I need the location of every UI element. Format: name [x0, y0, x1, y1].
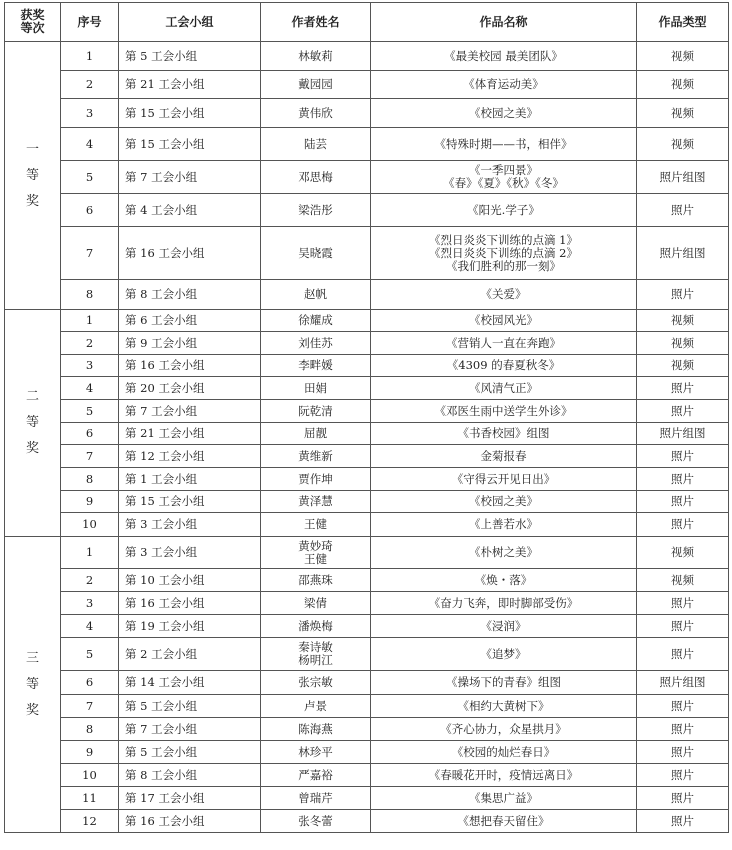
- cell-author: [261, 741, 371, 764]
- cell-no: 1: [61, 42, 119, 71]
- table-row: [5, 332, 729, 355]
- cell-author: [261, 671, 371, 695]
- table-row: [5, 280, 729, 310]
- cell-no: 5: [61, 638, 119, 671]
- cell-work: [371, 810, 637, 833]
- cell-no: 7: [61, 227, 119, 280]
- cell-author: [261, 423, 371, 445]
- header-group: 工会小组: [119, 3, 261, 42]
- cell-type: 照片: [637, 592, 729, 615]
- cell-work: [371, 615, 637, 638]
- cell-author: [261, 764, 371, 787]
- cell-type: 视频: [637, 128, 729, 161]
- cell-author-line: 吴晓霞: [298, 245, 333, 260]
- award-level-char: 三: [25, 650, 39, 666]
- cell-type: 照片: [637, 280, 729, 310]
- cell-author: [261, 445, 371, 468]
- cell-group: 第 7 工会小组: [119, 161, 261, 194]
- cell-no: 4: [61, 377, 119, 400]
- table-row: [5, 161, 729, 194]
- cell-work: [371, 764, 637, 787]
- cell-group: 第 8 工会小组: [119, 280, 261, 310]
- cell-no: 10: [61, 764, 119, 787]
- table-row: [5, 423, 729, 445]
- cell-no: 8: [61, 718, 119, 741]
- table-row: [5, 491, 729, 513]
- cell-work-line: 《追梦》: [480, 646, 527, 661]
- cell-author-line: 林敏莉: [298, 48, 333, 63]
- cell-work-line: 《一季四景》: [469, 163, 538, 177]
- cell-group: 第 10 工会小组: [119, 569, 261, 592]
- cell-type: 照片组图: [637, 671, 729, 695]
- table-row: [5, 537, 729, 569]
- cell-group: 第 21 工会小组: [119, 71, 261, 99]
- cell-work: [371, 280, 637, 310]
- cell-group: 第 4 工会小组: [119, 194, 261, 227]
- cell-group: 第 7 工会小组: [119, 400, 261, 423]
- cell-author-line: 陈海燕: [298, 721, 333, 736]
- cell-group: 第 5 工会小组: [119, 695, 261, 718]
- cell-author-line: 赵帆: [304, 287, 327, 301]
- cell-author: [261, 310, 371, 332]
- table-body: [5, 42, 729, 833]
- cell-author-line: 林珍平: [298, 744, 333, 759]
- table-row: [5, 310, 729, 332]
- cell-work-line: 《操场下的青春》组图: [446, 675, 561, 689]
- award-level-char: 奖: [25, 441, 39, 456]
- cell-work: [371, 741, 637, 764]
- cell-group: 第 2 工会小组: [119, 638, 261, 671]
- cell-work-line: 《相约大黄树下》: [457, 698, 550, 713]
- cell-author-line: 严嘉裕: [298, 767, 333, 782]
- header-award: [5, 3, 61, 42]
- cell-author: [261, 537, 371, 569]
- table-row: [5, 128, 729, 161]
- cell-work: [371, 227, 637, 280]
- cell-group: 第 12 工会小组: [119, 445, 261, 468]
- cell-author-line: 戴园园: [298, 77, 333, 91]
- cell-no: 11: [61, 787, 119, 810]
- cell-group: 第 17 工会小组: [119, 787, 261, 810]
- cell-author-line: 王健: [304, 551, 327, 566]
- cell-no: 9: [61, 491, 119, 513]
- table-row: [5, 355, 729, 377]
- cell-group: 第 21 工会小组: [119, 423, 261, 445]
- award-level-char: 等: [25, 676, 39, 692]
- cell-group: 第 20 工会小组: [119, 377, 261, 400]
- cell-no: 10: [61, 513, 119, 537]
- cell-author: [261, 355, 371, 377]
- cell-author: [261, 280, 371, 310]
- cell-work: [371, 99, 637, 128]
- cell-work: [371, 695, 637, 718]
- cell-work: [371, 569, 637, 592]
- cell-no: 1: [61, 537, 119, 569]
- award-level-char: 等: [25, 415, 39, 430]
- cell-work: [371, 787, 637, 810]
- cell-author: [261, 638, 371, 671]
- table-row: [5, 764, 729, 787]
- cell-group: 第 8 工会小组: [119, 764, 261, 787]
- cell-type: 照片: [637, 638, 729, 671]
- cell-work: [371, 671, 637, 695]
- cell-type: 视频: [637, 355, 729, 377]
- table-row: [5, 71, 729, 99]
- cell-author: [261, 161, 371, 194]
- cell-author-line: 梁浩彤: [298, 202, 333, 217]
- cell-work: [371, 194, 637, 227]
- cell-author-line: 刘佳苏: [298, 335, 333, 350]
- cell-type: 视频: [637, 42, 729, 71]
- table-row: [5, 227, 729, 280]
- cell-author-line: 黄伟欣: [298, 105, 333, 120]
- cell-author: [261, 592, 371, 615]
- cell-no: 3: [61, 355, 119, 377]
- cell-author-line: 阮乾清: [298, 403, 333, 418]
- cell-group: 第 19 工会小组: [119, 615, 261, 638]
- cell-work-line: 《浸润》: [480, 618, 527, 633]
- cell-author-line: 张宗敏: [298, 675, 333, 689]
- cell-work-line: 《关爱》: [480, 287, 527, 301]
- cell-work-line: 《特殊时期——书，相伴》: [434, 136, 573, 151]
- cell-work-line: 《上善若水》: [469, 517, 538, 531]
- header-award-line1: 获奖: [20, 8, 45, 22]
- cell-group: 第 15 工会小组: [119, 128, 261, 161]
- cell-author: [261, 468, 371, 491]
- cell-type: 视频: [637, 71, 729, 99]
- cell-author-line: 卢景: [304, 698, 327, 713]
- table-row: [5, 569, 729, 592]
- cell-type: 照片: [637, 695, 729, 718]
- header-award-line2: 等次: [20, 21, 45, 35]
- cell-work-line: 《集思广益》: [469, 790, 538, 805]
- table-row: [5, 592, 729, 615]
- cell-author-line: 潘焕梅: [298, 618, 333, 633]
- cell-work-line: 《烈日炎炎下训练的点滴 1》: [429, 232, 578, 247]
- header-row: [5, 3, 729, 42]
- cell-author-line: 王健: [304, 517, 327, 531]
- table-row: [5, 194, 729, 227]
- cell-type: 照片: [637, 764, 729, 787]
- cell-author-line: 黄维新: [298, 448, 333, 463]
- awards-table-container: [4, 2, 729, 833]
- cell-work: [371, 377, 637, 400]
- cell-work-line: 《奋力飞奔，即时脚部受伤》: [428, 595, 579, 610]
- cell-author-line: 黄妙琦: [298, 538, 333, 553]
- table-row: [5, 810, 729, 833]
- cell-group: 第 3 工会小组: [119, 537, 261, 569]
- cell-no: 2: [61, 569, 119, 592]
- cell-work: [371, 400, 637, 423]
- cell-type: 视频: [637, 99, 729, 128]
- cell-no: 5: [61, 161, 119, 194]
- cell-group: 第 16 工会小组: [119, 810, 261, 833]
- cell-author-line: 邵燕珠: [298, 572, 333, 587]
- cell-author: [261, 227, 371, 280]
- award-level-cell: [5, 537, 61, 833]
- cell-type: 照片: [637, 741, 729, 764]
- table-row: [5, 615, 729, 638]
- cell-author-line: 屈靓: [304, 426, 327, 440]
- cell-no: 7: [61, 445, 119, 468]
- cell-type: 照片: [637, 615, 729, 638]
- cell-work: [371, 310, 637, 332]
- cell-no: 5: [61, 400, 119, 423]
- cell-author-line: 秦诗敏: [298, 640, 333, 654]
- cell-author: [261, 787, 371, 810]
- cell-group: 第 16 工会小组: [119, 592, 261, 615]
- cell-type: 照片: [637, 810, 729, 833]
- cell-work: [371, 355, 637, 377]
- cell-author: [261, 400, 371, 423]
- cell-author: [261, 99, 371, 128]
- cell-author-line: 黄泽慧: [298, 494, 333, 508]
- cell-work-line: 《烈日炎炎下训练的点滴 2》: [429, 245, 578, 260]
- header-author: 作者姓名: [261, 3, 371, 42]
- cell-group: 第 5 工会小组: [119, 42, 261, 71]
- cell-author: [261, 810, 371, 833]
- award-level-char: 等: [25, 167, 39, 183]
- cell-no: 1: [61, 310, 119, 332]
- cell-author: [261, 71, 371, 99]
- cell-work-line: 《4309 的春夏秋冬》: [446, 358, 561, 372]
- cell-no: 6: [61, 194, 119, 227]
- cell-work-line: 《春暖花开时，疫情远离日》: [428, 767, 579, 782]
- cell-no: 7: [61, 695, 119, 718]
- cell-author: [261, 513, 371, 537]
- cell-no: 12: [61, 810, 119, 833]
- cell-type: 照片: [637, 513, 729, 537]
- cell-work: [371, 468, 637, 491]
- cell-work: [371, 423, 637, 445]
- cell-type: 视频: [637, 569, 729, 592]
- cell-type: 视频: [637, 537, 729, 569]
- table-row: [5, 513, 729, 537]
- cell-work-line: 《邓医生雨中送学生外诊》: [434, 403, 573, 418]
- cell-group: 第 14 工会小组: [119, 671, 261, 695]
- cell-work-line: 《守得云开见日出》: [451, 471, 556, 486]
- table-row: [5, 468, 729, 491]
- cell-no: 4: [61, 128, 119, 161]
- cell-work: [371, 42, 637, 71]
- cell-work-line: 《最美校园 最美团队》: [444, 48, 563, 63]
- cell-group: 第 3 工会小组: [119, 513, 261, 537]
- cell-type: 照片: [637, 491, 729, 513]
- cell-author-line: 杨明江: [298, 653, 333, 667]
- cell-author: [261, 491, 371, 513]
- cell-type: 照片: [637, 194, 729, 227]
- cell-type: 照片组图: [637, 161, 729, 194]
- cell-work: [371, 592, 637, 615]
- cell-author: [261, 332, 371, 355]
- cell-author-line: 贾作坤: [298, 471, 333, 486]
- header-no: 序号: [61, 3, 119, 42]
- cell-group: 第 9 工会小组: [119, 332, 261, 355]
- cell-group: 第 5 工会小组: [119, 741, 261, 764]
- award-level-char: 二: [25, 389, 39, 404]
- table-row: [5, 671, 729, 695]
- cell-work: [371, 161, 637, 194]
- cell-type: 照片: [637, 787, 729, 810]
- cell-author: [261, 615, 371, 638]
- cell-type: 照片: [637, 445, 729, 468]
- awards-table: [4, 2, 729, 833]
- award-level-cell: [5, 310, 61, 537]
- cell-work-line: 《校园之美》: [469, 105, 538, 120]
- cell-no: 9: [61, 741, 119, 764]
- table-row: [5, 741, 729, 764]
- cell-no: 8: [61, 468, 119, 491]
- cell-work-line: 《春》《夏》《秋》《冬》: [443, 176, 564, 190]
- cell-no: 3: [61, 99, 119, 128]
- cell-author-line: 张冬蕾: [298, 813, 333, 828]
- table-row: [5, 695, 729, 718]
- cell-type: 视频: [637, 310, 729, 332]
- cell-author-line: 李畔媛: [298, 358, 333, 372]
- cell-work-line: 《想把春天留住》: [457, 813, 550, 828]
- cell-author-line: 陆芸: [304, 136, 327, 151]
- cell-work-line: 《风清气正》: [469, 380, 538, 395]
- cell-no: 2: [61, 332, 119, 355]
- cell-work-line: 《朴树之美》: [469, 545, 538, 559]
- cell-work-line: 《齐心协力，众星拱月》: [440, 721, 567, 736]
- table-row: [5, 400, 729, 423]
- cell-group: 第 1 工会小组: [119, 468, 261, 491]
- cell-author-line: 田娟: [304, 380, 327, 395]
- table-row: [5, 638, 729, 671]
- cell-group: 第 15 工会小组: [119, 99, 261, 128]
- cell-type: 照片: [637, 718, 729, 741]
- cell-author: [261, 718, 371, 741]
- cell-type: 照片组图: [637, 423, 729, 445]
- cell-no: 6: [61, 423, 119, 445]
- cell-author-line: 梁倩: [304, 595, 327, 610]
- cell-work: [371, 445, 637, 468]
- table-row: [5, 445, 729, 468]
- cell-author-line: 徐耀成: [298, 313, 333, 327]
- cell-work: [371, 537, 637, 569]
- cell-type: 照片组图: [637, 227, 729, 280]
- cell-author: [261, 377, 371, 400]
- cell-author: [261, 42, 371, 71]
- award-level-char: 一: [25, 141, 39, 157]
- cell-work-line: 《校园之美》: [469, 494, 538, 508]
- cell-work-line: 《阳光.学子》: [467, 202, 540, 217]
- cell-work: [371, 491, 637, 513]
- cell-work: [371, 71, 637, 99]
- cell-work-line: 《书香校园》组图: [457, 426, 550, 440]
- cell-author-line: 邓思梅: [298, 169, 333, 184]
- cell-group: 第 16 工会小组: [119, 227, 261, 280]
- cell-no: 3: [61, 592, 119, 615]
- cell-no: 4: [61, 615, 119, 638]
- table-row: [5, 99, 729, 128]
- cell-group: 第 15 工会小组: [119, 491, 261, 513]
- cell-work: [371, 718, 637, 741]
- cell-work-line: 《校园风光》: [469, 313, 538, 327]
- cell-work-line: 金菊报春: [480, 448, 527, 463]
- cell-no: 8: [61, 280, 119, 310]
- cell-author: [261, 128, 371, 161]
- cell-no: 2: [61, 71, 119, 99]
- cell-work-line: 《校园的灿烂春日》: [451, 744, 556, 759]
- header-work: 作品名称: [371, 3, 637, 42]
- cell-type: 照片: [637, 377, 729, 400]
- cell-type: 照片: [637, 400, 729, 423]
- cell-author: [261, 194, 371, 227]
- cell-group: 第 7 工会小组: [119, 718, 261, 741]
- cell-type: 照片: [637, 468, 729, 491]
- cell-work: [371, 513, 637, 537]
- table-row: [5, 787, 729, 810]
- award-level-char: 奖: [25, 702, 39, 718]
- cell-author: [261, 695, 371, 718]
- table-row: [5, 377, 729, 400]
- cell-group: 第 6 工会小组: [119, 310, 261, 332]
- cell-work-line: 《我们胜利的那一刻》: [446, 258, 561, 273]
- cell-work: [371, 128, 637, 161]
- award-level-char: 奖: [25, 193, 39, 209]
- cell-work: [371, 638, 637, 671]
- header-type: 作品类型: [637, 3, 729, 42]
- cell-author-line: 曾瑞芹: [298, 790, 333, 805]
- award-level-cell: [5, 42, 61, 310]
- cell-work: [371, 332, 637, 355]
- cell-author: [261, 569, 371, 592]
- table-row: [5, 42, 729, 71]
- cell-group: 第 16 工会小组: [119, 355, 261, 377]
- cell-type: 视频: [637, 332, 729, 355]
- cell-no: 6: [61, 671, 119, 695]
- cell-work-line: 《体育运动美》: [463, 77, 544, 91]
- table-row: [5, 718, 729, 741]
- cell-work-line: 《营销人一直在奔跑》: [446, 335, 561, 350]
- cell-work-line: 《焕・落》: [474, 572, 533, 587]
